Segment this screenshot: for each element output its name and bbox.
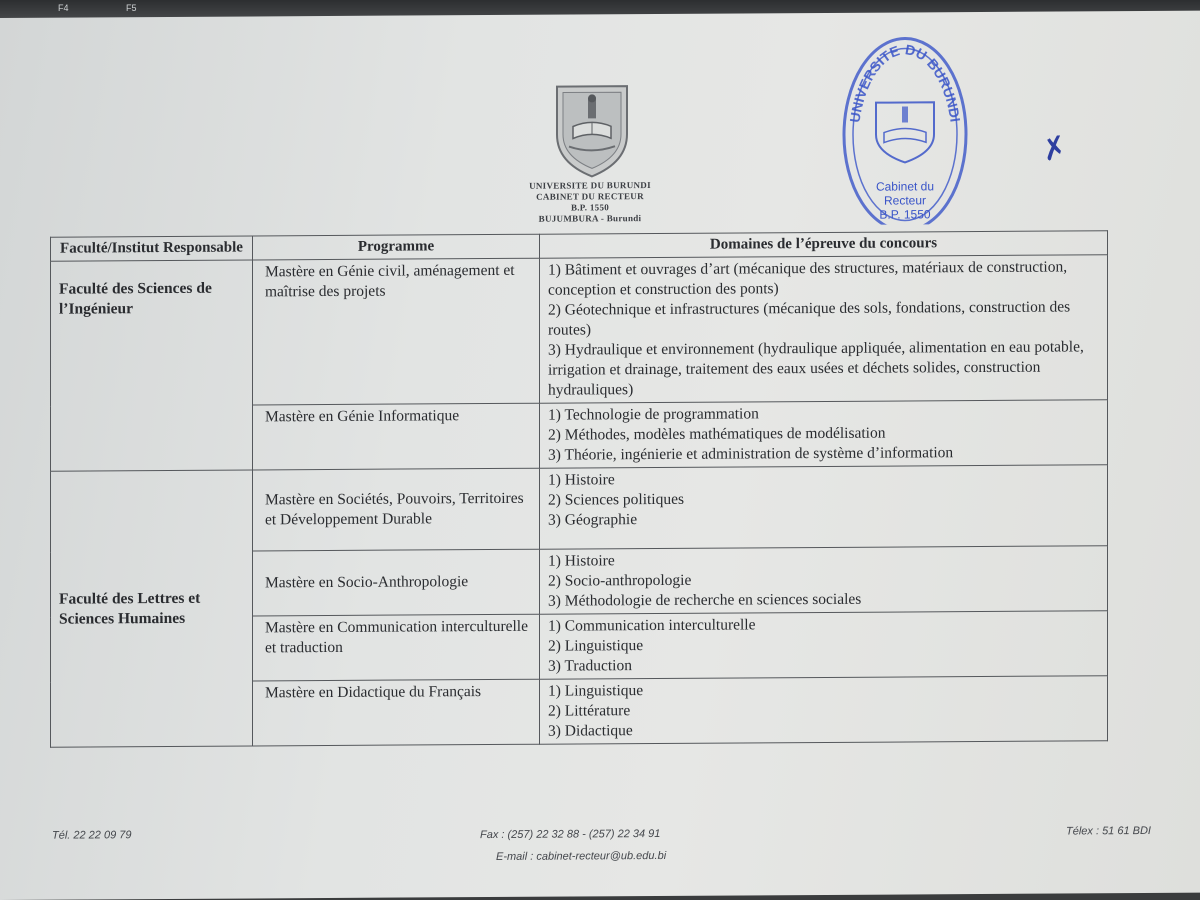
program-cell: Mastère en Sociétés, Pouvoirs, Territoires et Développement Durable (253, 468, 540, 551)
program-cell: Mastère en Communication interculturelle et traduction (253, 614, 540, 681)
stamp-ring-text: UNIVERSITE DU BURUNDI (846, 41, 964, 124)
domain-item: 1) Histoire (548, 471, 615, 489)
program-cell: Mastère en Génie civil, aménagement et maîtrise des projets (253, 258, 540, 405)
key-f5-label: F5 (126, 3, 137, 13)
document-page (0, 11, 1200, 900)
faculty-cell: Faculté des Lettres et Sciences Humaines (51, 470, 253, 747)
domains-cell (540, 611, 1108, 679)
domain-item: 3) Hydraulique et environnement (hydraulique appliquée, alimentation en eau potable, irrigation et drainage, traitement des eaux usées et déchets solides, construction hydrauliques) (548, 338, 1084, 399)
university-crest-icon (553, 82, 631, 178)
footer-fax: Fax : (257) 22 32 88 - (257) 22 34 91 (480, 827, 661, 842)
domain-item: 2) Linguistique (548, 637, 644, 655)
footer-telephone: Tél. 22 22 09 79 (52, 829, 132, 842)
stamp-line-1: Cabinet du (875, 179, 935, 194)
letterhead-po-box: B.P. 1550 (570, 202, 610, 213)
stamp-line-3: B.P. 1550 (879, 207, 931, 222)
entrance-exam-table (50, 230, 1108, 747)
domain-item: 2) Socio-anthropologie (548, 571, 692, 590)
domains-cell (540, 400, 1108, 468)
header-faculty: Faculté/Institut Responsable (51, 236, 253, 261)
domain-item: 1) Communication interculturelle (548, 616, 756, 635)
program-cell: Mastère en Socio-Anthropologie (253, 549, 540, 616)
header-program: Programme (253, 234, 540, 260)
domain-item: 2) Sciences politiques (548, 490, 685, 509)
faculty-cell: Faculté des Sciences de l’Ingénieur (51, 260, 253, 471)
stamp-line-2: Recteur (883, 193, 927, 208)
letterhead-city: BUJUMBURA - Burundi (538, 213, 642, 224)
handwritten-initial-mark: ✗ (1037, 128, 1072, 170)
domain-item: 3) Géographie (548, 511, 638, 529)
domain-item: 2) Méthodes, modèles mathématiques de modélisation (548, 424, 886, 444)
domain-item: 3) Didactique (548, 722, 633, 740)
domains-cell (540, 255, 1108, 403)
header-domains: Domaines de l’épreuve du concours (540, 231, 1108, 258)
program-cell: Mastère en Didactique du Français (253, 679, 540, 746)
domains-cell (540, 546, 1108, 614)
footer-telex: Télex : 51 61 BDI (1066, 824, 1151, 838)
domain-item: 3) Traduction (548, 657, 632, 675)
domain-item: 1) Linguistique (548, 682, 644, 700)
domain-item: 2) Géotechnique et infrastructures (mécanique des sols, fondations, construction des routes) (548, 298, 1071, 339)
domains-cell (540, 676, 1108, 744)
program-cell: Mastère en Génie Informatique (253, 403, 540, 470)
domain-item: 2) Littérature (548, 702, 631, 720)
table-row (51, 465, 1108, 552)
letterhead-university: UNIVERSITE DU BURUNDI (529, 180, 651, 191)
table-row (51, 255, 1108, 406)
domain-item: 3) Théorie, ingénierie et administration de système d’information (548, 444, 954, 464)
letterhead (480, 180, 700, 225)
domain-item: 1) Histoire (548, 552, 615, 570)
key-f4-label: F4 (58, 3, 69, 13)
letterhead-office: CABINET DU RECTEUR (536, 191, 644, 202)
domains-cell (540, 465, 1108, 549)
rector-office-stamp (840, 24, 970, 225)
domain-item: 3) Méthodologie de recherche en sciences sociales (548, 590, 862, 610)
domain-item: 1) Bâtiment et ouvrages d’art (mécanique des structures, matériaux de construction, conception et construction des ponts) (548, 258, 1068, 299)
domain-item: 1) Technologie de programmation (548, 405, 759, 424)
footer-email: E-mail : cabinet-recteur@ub.edu.bi (496, 849, 667, 863)
